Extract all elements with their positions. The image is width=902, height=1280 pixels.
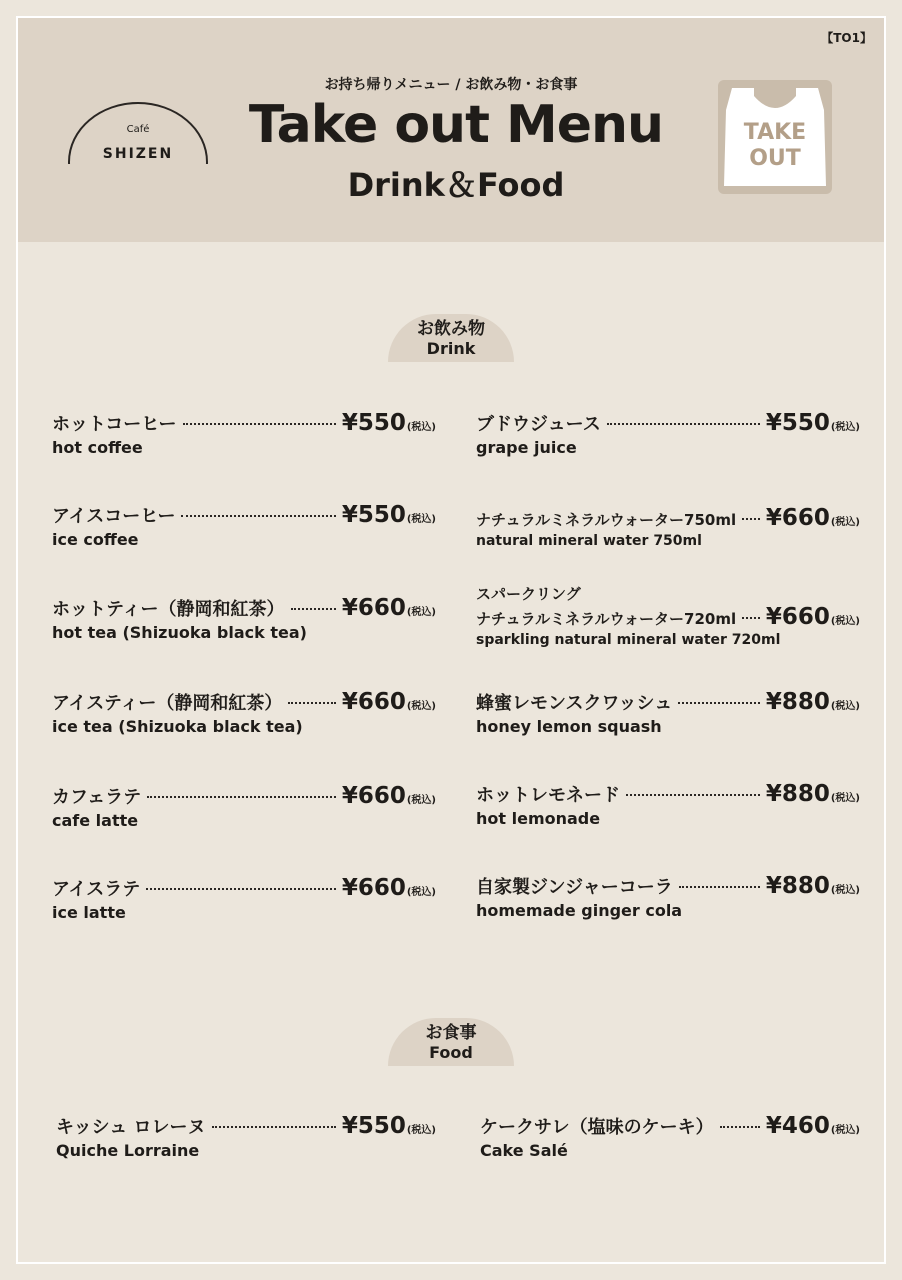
menu-item bbox=[52, 875, 436, 935]
item-price: ¥550 bbox=[341, 410, 406, 436]
menu-item bbox=[52, 502, 436, 562]
leader-dots bbox=[742, 617, 760, 619]
tax-note: (税込) bbox=[406, 887, 436, 898]
item-name-en: honey lemon squash bbox=[476, 717, 662, 736]
leader-dots bbox=[607, 423, 760, 425]
item-name-jp: アイスコーヒー bbox=[52, 506, 176, 527]
leader-dots bbox=[742, 518, 760, 520]
item-name-jp: 蜂蜜レモンスクワッシュ bbox=[476, 693, 673, 714]
item-name-en: hot coffee bbox=[52, 438, 143, 457]
logo-cafe-text: Café bbox=[126, 124, 150, 135]
leader-dots bbox=[181, 515, 335, 517]
item-price: ¥660 bbox=[341, 875, 406, 901]
leader-dots bbox=[212, 1126, 336, 1128]
page-subtitle: Drink＆Food bbox=[347, 166, 565, 204]
logo-name: SHIZEN bbox=[102, 146, 174, 162]
menu-item bbox=[476, 583, 860, 653]
tax-note: (税込) bbox=[830, 422, 860, 433]
menu-item bbox=[476, 781, 860, 841]
header-subtitle: お持ち帰りメニュー / お飲み物・お食事 bbox=[324, 77, 578, 93]
item-name-jp: 自家製ジンジャーコーラ bbox=[476, 877, 673, 898]
menu-item bbox=[52, 689, 436, 749]
tax-note: (税込) bbox=[830, 616, 860, 627]
tax-note: (税込) bbox=[830, 793, 860, 804]
item-name-en: ice tea (Shizuoka black tea) bbox=[52, 717, 303, 736]
item-name-jp: カフェラテ bbox=[52, 787, 142, 808]
menu-item bbox=[476, 410, 860, 470]
tax-note: (税込) bbox=[406, 514, 436, 525]
item-price: ¥660 bbox=[765, 604, 830, 630]
item-name-jp: キッシュ ロレーヌ bbox=[56, 1117, 206, 1138]
menu-code: 【TO1】 bbox=[821, 31, 872, 45]
menu-item bbox=[480, 1113, 860, 1173]
item-name-en: ice coffee bbox=[52, 530, 139, 549]
leader-dots bbox=[291, 608, 336, 610]
item-name-en: cafe latte bbox=[52, 811, 139, 830]
tax-note: (税込) bbox=[830, 517, 860, 528]
item-price: ¥550 bbox=[765, 410, 830, 436]
badge-out: OUT bbox=[749, 146, 801, 171]
menu-item bbox=[52, 783, 436, 843]
section-title-en: Food bbox=[429, 1043, 473, 1062]
item-price: ¥460 bbox=[765, 1113, 830, 1139]
item-name-jp: ホットコーヒー bbox=[52, 414, 177, 435]
item-name-jp: ケークサレ（塩味のケーキ） bbox=[480, 1117, 714, 1138]
tax-note: (税込) bbox=[406, 701, 436, 712]
item-price: ¥880 bbox=[765, 873, 830, 899]
takeout-badge bbox=[718, 80, 832, 194]
item-price: ¥660 bbox=[765, 505, 830, 531]
menu-item bbox=[56, 1113, 436, 1173]
section-tab-drink bbox=[388, 314, 514, 362]
leader-dots bbox=[626, 794, 760, 796]
item-name-en: Quiche Lorraine bbox=[56, 1141, 200, 1160]
tax-note: (税込) bbox=[830, 701, 860, 712]
leader-dots bbox=[720, 1126, 760, 1128]
tax-note: (税込) bbox=[406, 422, 436, 433]
item-name-jp: アイスラテ bbox=[52, 879, 141, 900]
badge-take: TAKE bbox=[743, 120, 807, 145]
leader-dots bbox=[183, 423, 336, 425]
item-name-en: ice latte bbox=[52, 903, 126, 922]
item-name-jp: ホットレモネード bbox=[476, 785, 620, 806]
item-price: ¥550 bbox=[341, 1113, 406, 1139]
leader-dots bbox=[288, 702, 335, 704]
tax-note: (税込) bbox=[830, 1125, 860, 1136]
item-price: ¥880 bbox=[765, 781, 830, 807]
item-name-en: homemade ginger cola bbox=[476, 901, 683, 920]
tax-note: (税込) bbox=[830, 885, 860, 896]
item-name-prefix: スパークリング bbox=[476, 585, 581, 603]
leader-dots bbox=[679, 886, 760, 888]
item-name-jp: ナチュラルミネラルウォーター750ml bbox=[476, 511, 737, 529]
item-name-en: natural mineral water 750ml bbox=[476, 533, 702, 549]
item-price: ¥550 bbox=[341, 502, 406, 528]
item-price: ¥660 bbox=[341, 689, 406, 715]
page-title: Take out Menu bbox=[248, 95, 664, 155]
item-name-jp: ホットティー（静岡和紅茶） bbox=[52, 599, 285, 620]
item-name-en: grape juice bbox=[476, 438, 577, 457]
item-name-en: Cake Salé bbox=[480, 1141, 568, 1160]
item-name-en: hot tea (Shizuoka black tea) bbox=[52, 623, 307, 642]
section-tab-food bbox=[388, 1018, 514, 1066]
menu-item bbox=[476, 873, 860, 933]
item-price: ¥660 bbox=[341, 783, 406, 809]
section-title-jp: お食事 bbox=[425, 1023, 477, 1043]
leader-dots bbox=[678, 702, 760, 704]
menu-item bbox=[52, 595, 436, 655]
section-title-en: Drink bbox=[426, 339, 476, 358]
tax-note: (税込) bbox=[406, 1125, 436, 1136]
leader-dots bbox=[146, 888, 336, 890]
item-name-jp: アイスティー（静岡和紅茶） bbox=[52, 693, 283, 714]
item-name-jp: ブドウジュース bbox=[476, 414, 601, 435]
menu-item bbox=[476, 689, 860, 749]
item-name-en: hot lemonade bbox=[476, 809, 601, 828]
item-name-jp: ナチュラルミネラルウォーター720ml bbox=[476, 610, 737, 628]
leader-dots bbox=[147, 796, 336, 798]
section-title-jp: お飲み物 bbox=[417, 319, 485, 339]
menu-item bbox=[52, 410, 436, 470]
item-price: ¥880 bbox=[765, 689, 830, 715]
tax-note: (税込) bbox=[406, 607, 436, 618]
tax-note: (税込) bbox=[406, 795, 436, 806]
menu-item bbox=[476, 505, 860, 565]
item-name-en: sparkling natural mineral water 720ml bbox=[476, 632, 781, 648]
item-price: ¥660 bbox=[341, 595, 406, 621]
